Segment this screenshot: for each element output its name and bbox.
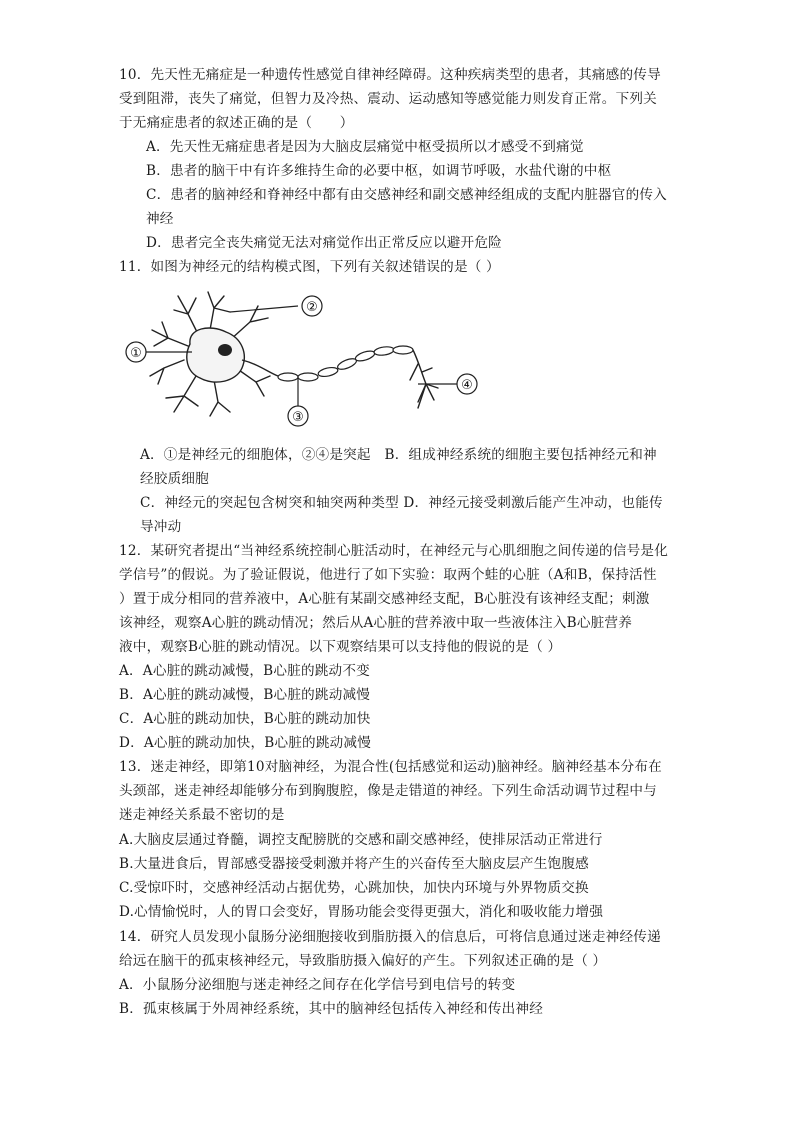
q11-option-b-continued: 经胶质细胞 bbox=[140, 471, 209, 487]
q13-stem-line-2: 头颈部，迷走神经却能够分布到胸腹腔，像是走错道的神经。下列生命活动调节过程中与 bbox=[119, 783, 657, 799]
q10-stem-line-1: 10．先天性无痛症是一种遗传性感觉自律神经障碍。这种疾病类型的患者，其痛感的传导 bbox=[119, 67, 661, 83]
q11-option-d-continued: 导冲动 bbox=[140, 519, 182, 535]
q14-option-a: A．小鼠肠分泌细胞与迷走神经之间存在化学信号到电信号的转变 bbox=[119, 977, 516, 993]
figure-label-1: ① bbox=[130, 346, 142, 361]
figure-label-2: ② bbox=[306, 300, 318, 315]
q12-stem-line-5: 液中，观察B心脏的跳动情况。以下观察结果可以支持他的假说的是（ ） bbox=[119, 639, 562, 655]
q10-option-d: D．患者完全丧失痛觉无法对痛觉作出正常反应以避开危险 bbox=[146, 235, 502, 251]
q10-option-c-continued: 神经 bbox=[146, 211, 174, 227]
q13-option-a: A.大脑皮层通过脊髓，调控支配膀胱的交感和副交感神经，使排尿活动正常进行 bbox=[119, 832, 603, 848]
q13-option-c: C.受惊吓时，交感神经活动占据优势，心跳加快，加快内环境与外界物质交换 bbox=[119, 880, 589, 896]
q12-stem-line-4: 该神经，观察A心脏的跳动情况；然后从A心脏的营养液中取一些液体注入B心脏营养 bbox=[119, 615, 633, 631]
figure-label-4: ④ bbox=[461, 378, 473, 393]
q13-option-d: D.心情愉悦时，人的胃口会变好，胃肠功能会变得更强大，消化和吸收能力增强 bbox=[119, 904, 604, 920]
q12-option-a: A．A心脏的跳动减慢，B心脏的跳动不变 bbox=[119, 663, 370, 679]
q12-stem-line-2: 学信号”的假说。为了验证假说，他进行了如下实验：取两个蛙的心脏（A和B，保持活性 bbox=[119, 567, 657, 583]
q11-stem: 11．如图为神经元的结构模式图，下列有关叙述错误的是（ ） bbox=[119, 259, 500, 275]
q14-stem-line-1: 14．研究人员发现小鼠肠分泌细胞接收到脂肪摄入的信息后，可将信息通过迷走神经传递 bbox=[119, 929, 661, 945]
figure-label-3: ③ bbox=[292, 410, 304, 425]
q14-option-b: B．孤束核属于外周神经系统，其中的脑神经包括传入神经和传出神经 bbox=[119, 1001, 543, 1017]
q11-option-a-b: A．①是神经元的细胞体，②④是突起 B．组成神经系统的细胞主要包括神经元和神 bbox=[140, 447, 657, 463]
q12-stem-line-3: ）置于成分相同的营养液中，A心脏有某副交感神经支配，B心脏没有该神经支配；刺激 bbox=[119, 591, 650, 607]
cell-body-shape bbox=[187, 328, 244, 382]
q10-option-c: C．患者的脑神经和脊神经中都有由交感神经和副交感神经组成的支配内脏器官的传入 bbox=[146, 187, 667, 203]
q10-stem-line-3: 于无痛症患者的叙述正确的是（ ） bbox=[119, 115, 354, 131]
q13-stem-line-1: 13．迷走神经，即第10对脑神经，为混合性(包括感觉和运动)脑神经。脑神经基本分布在 bbox=[119, 759, 662, 775]
q12-option-b: B．A心脏的跳动减慢，B心脏的跳动减慢 bbox=[119, 687, 371, 703]
q12-option-d: D．A心脏的跳动加快，B心脏的跳动减慢 bbox=[119, 735, 372, 751]
q11-option-c-d: C．神经元的突起包含树突和轴突两种类型 D．神经元接受刺激后能产生冲动，也能传 bbox=[140, 495, 663, 511]
q14-stem-line-2: 给远在脑干的孤束核神经元，导致脂肪摄入偏好的产生。下列叙述正确的是（ ） bbox=[119, 953, 607, 969]
q12-option-c: C．A心脏的跳动加快，B心脏的跳动加快 bbox=[119, 711, 371, 727]
q12-stem-line-1: 12．某研究者提出“当神经系统控制心脏活动时，在神经元与心肌细胞之间传递的信号是化 bbox=[119, 543, 669, 559]
q13-stem-line-3: 迷走神经关系最不密切的是 bbox=[119, 807, 285, 823]
q10-option-a: A．先天性无痛症患者是因为大脑皮层痛觉中枢受损所以才感受不到痛觉 bbox=[146, 139, 584, 155]
neuron-diagram bbox=[118, 284, 488, 434]
q13-option-b: B.大量进食后，胃部感受器接受刺激并将产生的兴奋传至大脑皮层产生饱腹感 bbox=[119, 856, 589, 872]
q10-option-b: B．患者的脑干中有许多维持生命的必要中枢，如调节呼吸，水盐代谢的中枢 bbox=[146, 163, 612, 179]
q10-stem-line-2: 受到阻滞，丧失了痛觉，但智力及冷热、震动、运动感知等感觉能力则发育正常。下列关 bbox=[119, 91, 657, 107]
